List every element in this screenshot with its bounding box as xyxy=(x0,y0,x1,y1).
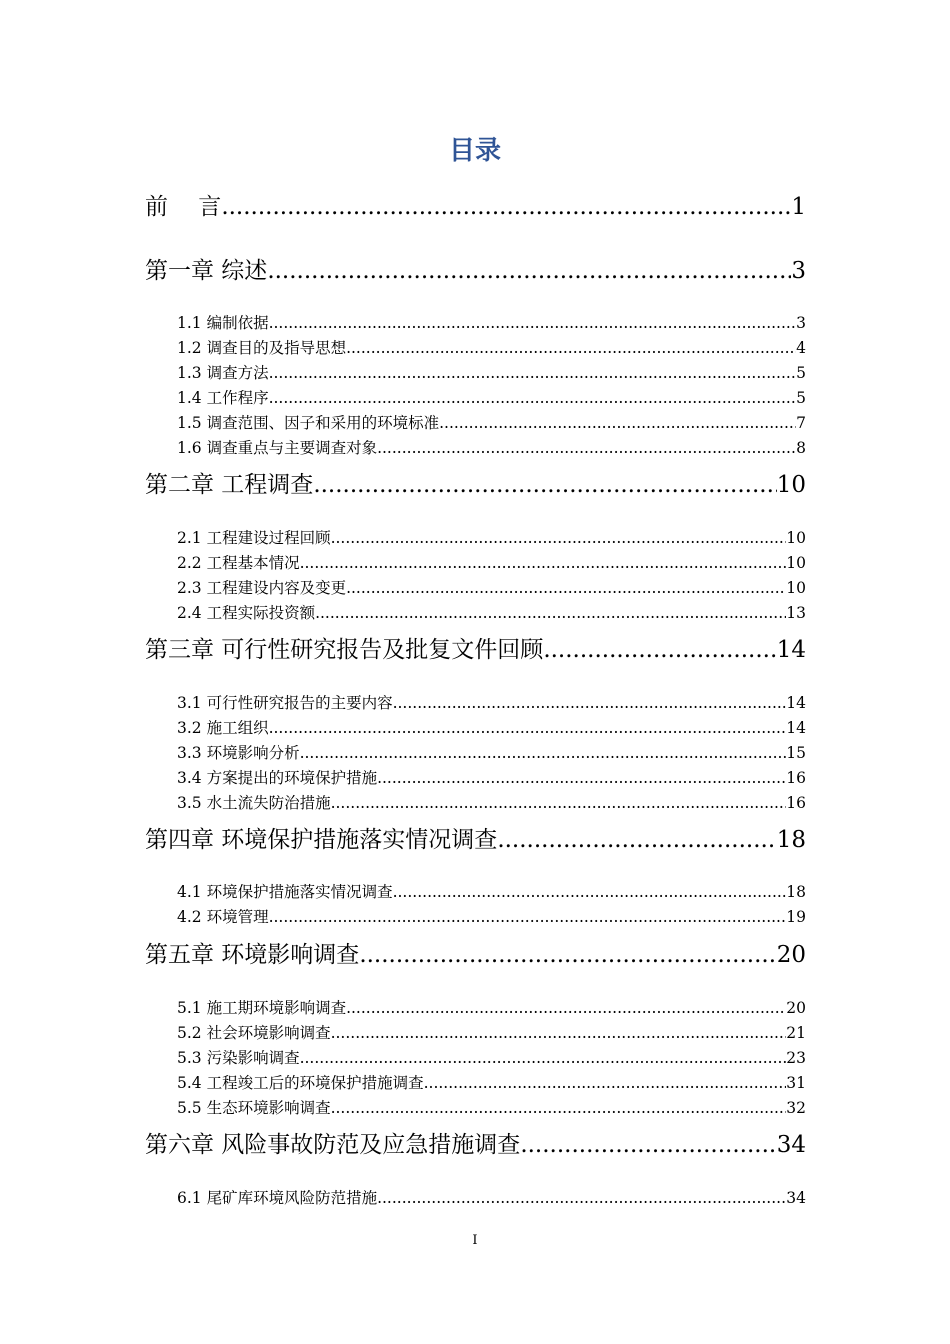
toc-section-entry[interactable] xyxy=(177,1071,806,1095)
toc-entry-label: 2.2 工程基本情况 xyxy=(177,554,300,572)
toc-entry-page: 16 xyxy=(786,794,806,812)
toc-entry-label: 5.2 社会环境影响调查 xyxy=(177,1024,331,1042)
toc-dot-leader xyxy=(393,880,787,904)
toc-entry-label: 2.3 工程建设内容及变更 xyxy=(177,579,347,597)
toc-entry-label: 1.2 调查目的及指导思想 xyxy=(177,339,347,357)
toc-entry-label: 1.4 工作程序 xyxy=(177,389,269,407)
toc-entry-label: 4.1 环境保护措施落实情况调查 xyxy=(177,883,393,901)
toc-section-entry[interactable] xyxy=(177,526,806,550)
toc-dot-leader xyxy=(377,1186,786,1210)
toc-dot-leader xyxy=(269,361,797,385)
toc-entry-page: 20 xyxy=(786,999,806,1017)
toc-entry-page: 10 xyxy=(786,554,806,572)
toc-entry-label: 5.3 污染影响调查 xyxy=(177,1049,300,1067)
toc-entry-page: 3 xyxy=(791,258,806,284)
toc-dot-leader xyxy=(377,436,796,460)
toc-dot-leader xyxy=(520,1128,776,1162)
toc-entry-label: 1.6 调查重点与主要调查对象 xyxy=(177,439,378,457)
toc-entry-label: 3.5 水土流失防治措施 xyxy=(177,794,331,812)
toc-entry-page: 21 xyxy=(786,1024,806,1042)
toc-dot-leader xyxy=(439,411,796,435)
toc-section-entry[interactable] xyxy=(177,880,806,904)
toc-entry-label: 前 言 xyxy=(145,194,222,220)
page-number: I xyxy=(472,1233,478,1248)
toc-dot-leader xyxy=(331,791,787,815)
toc-section-entry[interactable] xyxy=(177,741,806,765)
toc-entry-page: 18 xyxy=(786,883,806,901)
toc-dot-leader xyxy=(269,311,797,335)
toc-section-entry[interactable] xyxy=(177,996,806,1020)
toc-entry-page: 7 xyxy=(796,414,806,432)
toc-section-entry[interactable] xyxy=(177,1186,806,1210)
toc-section-entry[interactable] xyxy=(177,311,806,335)
toc-chapter-entry[interactable] xyxy=(145,938,806,972)
toc-chapter-entry[interactable] xyxy=(145,190,806,224)
toc-dot-leader xyxy=(300,741,787,765)
toc-entry-page: 15 xyxy=(786,744,806,762)
toc-entry-page: 10 xyxy=(786,579,806,597)
toc-entry-label: 3.4 方案提出的环境保护措施 xyxy=(177,769,378,787)
toc-dot-leader xyxy=(269,386,797,410)
toc-section-entry[interactable] xyxy=(177,766,806,790)
toc-section-entry[interactable] xyxy=(177,905,806,929)
toc-entry-label: 5.1 施工期环境影响调查 xyxy=(177,999,347,1017)
toc-chapter-entry[interactable] xyxy=(145,633,806,667)
toc-dot-leader xyxy=(269,905,787,929)
toc-entry-label: 5.5 生态环境影响调查 xyxy=(177,1099,331,1117)
toc-chapter-entry[interactable] xyxy=(145,254,806,288)
toc-entry-label: 1.3 调查方法 xyxy=(177,364,269,382)
toc-entry-page: 34 xyxy=(786,1189,806,1207)
toc-entry-label: 第一章 综述 xyxy=(145,258,268,284)
toc-section-entry[interactable] xyxy=(177,361,806,385)
toc-entry-page: 16 xyxy=(786,769,806,787)
toc-dot-leader xyxy=(346,576,786,600)
toc-section-entry[interactable] xyxy=(177,411,806,435)
toc-section-entry[interactable] xyxy=(177,551,806,575)
toc-dot-leader xyxy=(267,254,791,288)
toc-entry-page: 14 xyxy=(786,719,806,737)
toc-chapter-entry[interactable] xyxy=(145,1128,806,1162)
toc-entry-label: 1.1 编制依据 xyxy=(177,314,269,332)
toc-title: 目录 xyxy=(448,136,501,166)
toc-section-entry[interactable] xyxy=(177,1021,806,1045)
toc-entry-label: 第六章 风险事故防范及应急措施调查 xyxy=(145,1132,521,1158)
toc-chapter-entry[interactable] xyxy=(145,468,806,502)
toc-dot-leader xyxy=(497,823,776,857)
toc-section-entry[interactable] xyxy=(177,576,806,600)
toc-section-entry[interactable] xyxy=(177,1096,806,1120)
toc-entry-page: 32 xyxy=(786,1099,806,1117)
toc-entry-page: 5 xyxy=(796,389,806,407)
toc-entry-page: 4 xyxy=(796,339,806,357)
toc-section-entry[interactable] xyxy=(177,601,806,625)
toc-entry-page: 20 xyxy=(776,942,806,968)
toc-dot-leader xyxy=(346,336,796,360)
toc-entry-label: 2.1 工程建设过程回顾 xyxy=(177,529,331,547)
toc-entry-page: 8 xyxy=(796,439,806,457)
toc-entry-label: 6.1 尾矿库环境风险防范措施 xyxy=(177,1189,378,1207)
toc-dot-leader xyxy=(269,716,787,740)
toc-dot-leader xyxy=(359,938,776,972)
toc-entry-page: 34 xyxy=(776,1132,806,1158)
toc-entry-page: 14 xyxy=(776,637,806,663)
toc-entry-page: 1 xyxy=(791,194,806,220)
toc-dot-leader xyxy=(543,633,776,667)
toc-dot-leader xyxy=(313,468,776,502)
toc-section-entry[interactable] xyxy=(177,791,806,815)
toc-section-entry[interactable] xyxy=(177,691,806,715)
toc-entry-label: 第三章 可行性研究报告及批复文件回顾 xyxy=(145,637,544,663)
toc-entry-label: 4.2 环境管理 xyxy=(177,908,269,926)
toc-entry-label: 第二章 工程调查 xyxy=(145,472,314,498)
toc-entry-label: 第五章 环境影响调查 xyxy=(145,942,360,968)
toc-dot-leader xyxy=(424,1071,787,1095)
toc-entry-page: 19 xyxy=(786,908,806,926)
toc-entry-label: 5.4 工程竣工后的环境保护措施调查 xyxy=(177,1074,424,1092)
toc-section-entry[interactable] xyxy=(177,1046,806,1070)
toc-entry-page: 18 xyxy=(776,827,806,853)
toc-section-entry[interactable] xyxy=(177,336,806,360)
toc-entry-page: 10 xyxy=(776,472,806,498)
toc-dot-leader xyxy=(221,190,791,224)
toc-dot-leader xyxy=(300,551,787,575)
toc-chapter-entry[interactable] xyxy=(145,823,806,857)
toc-entry-label: 1.5 调查范围、因子和采用的环境标准 xyxy=(177,414,440,432)
toc-dot-leader xyxy=(377,766,786,790)
toc-dot-leader xyxy=(393,691,787,715)
toc-entry-page: 14 xyxy=(786,694,806,712)
toc-dot-leader xyxy=(331,1021,787,1045)
toc-entry-page: 23 xyxy=(786,1049,806,1067)
toc-entry-page: 3 xyxy=(796,314,806,332)
toc-entry-label: 3.3 环境影响分析 xyxy=(177,744,300,762)
toc-entry-label: 3.2 施工组织 xyxy=(177,719,269,737)
toc-dot-leader xyxy=(331,526,787,550)
toc-section-entry[interactable] xyxy=(177,386,806,410)
toc-dot-leader xyxy=(315,601,786,625)
toc-entry-page: 31 xyxy=(786,1074,806,1092)
toc-dot-leader xyxy=(331,1096,787,1120)
toc-section-entry[interactable] xyxy=(177,436,806,460)
toc-dot-leader xyxy=(300,1046,787,1070)
toc-entry-label: 2.4 工程实际投资额 xyxy=(177,604,316,622)
toc-entry-label: 第四章 环境保护措施落实情况调查 xyxy=(145,827,498,853)
toc-entry-page: 5 xyxy=(796,364,806,382)
toc-entry-page: 10 xyxy=(786,529,806,547)
toc-dot-leader xyxy=(346,996,786,1020)
toc-entry-label: 3.1 可行性研究报告的主要内容 xyxy=(177,694,393,712)
toc-section-entry[interactable] xyxy=(177,716,806,740)
toc-entry-page: 13 xyxy=(786,604,806,622)
